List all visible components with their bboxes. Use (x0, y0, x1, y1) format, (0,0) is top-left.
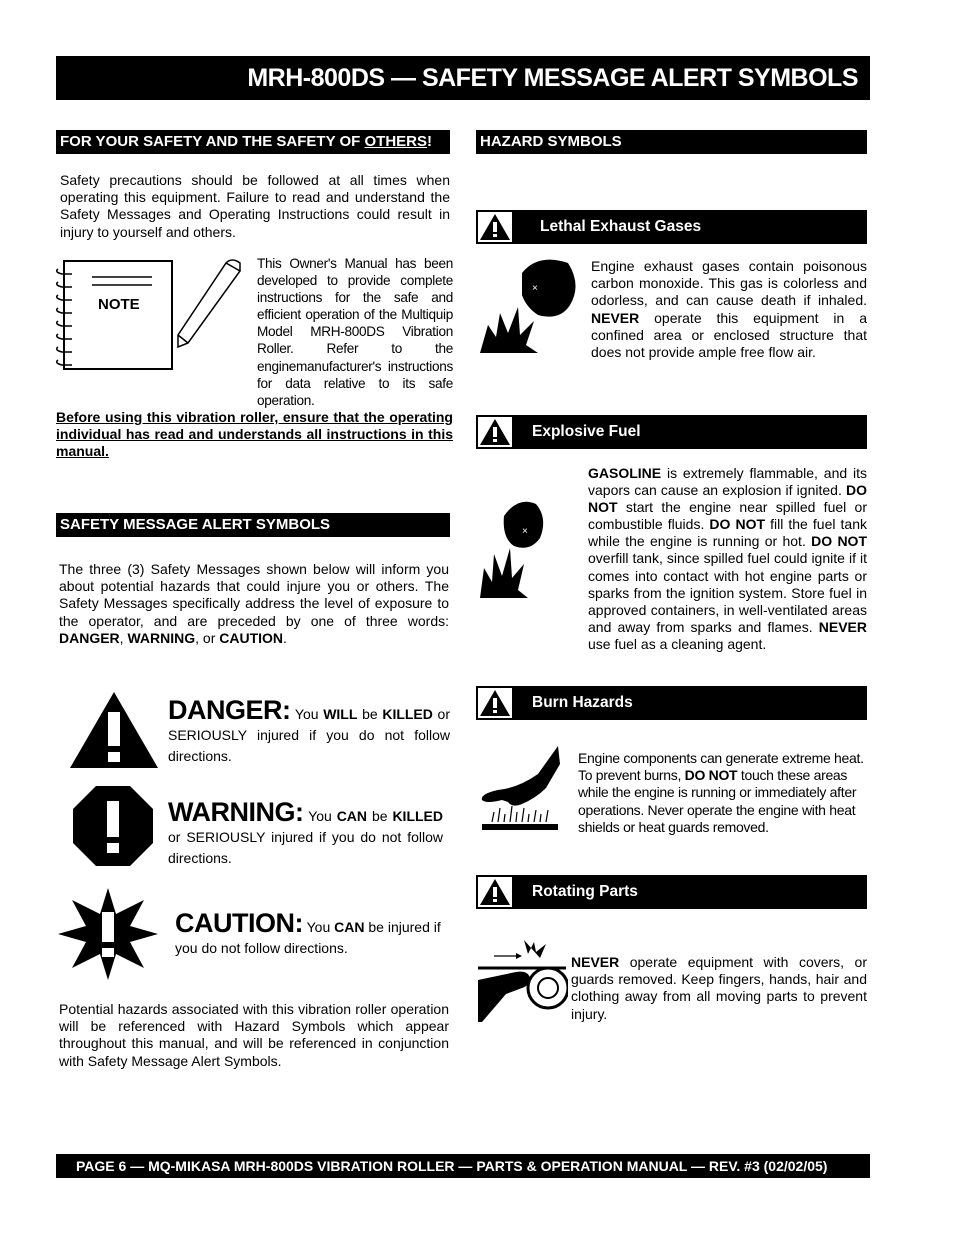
warning-triangle-icon (478, 688, 512, 718)
svg-text:×: × (522, 526, 528, 537)
hazard-bar-fuel: Explosive Fuel (476, 415, 867, 449)
warning-triangle-icon (68, 690, 160, 770)
alert-intro: The three (3) Safety Messages shown below will inform you about potential hazards that could injure you or others. The Safety Messages specifically address the level of exposure to the operator, and are preceded by one of three words: DANGER, WARNING, or CAUTION. (59, 561, 449, 646)
hazard-heading: HAZARD SYMBOLS (476, 130, 867, 154)
alert-heading: SAFETY MESSAGE ALERT SYMBOLS (56, 513, 450, 537)
before-using-note: Before using this vibration roller, ensure that the operating individual has read and understands all instructions in this manual. (56, 409, 453, 460)
potential-hazards-paragraph: Potential hazards associated with this vibration roller operation will be referenced with Hazard Symbols which appear throughout this manual, and will be referenced in conjunction with Safety Message Alert Symbols. (59, 1001, 449, 1069)
pencil-icon (178, 260, 240, 347)
starburst-exclamation-icon (58, 888, 158, 980)
rotating-parts-icon (476, 936, 568, 1028)
exhaust-gas-icon (478, 255, 580, 357)
page-footer: PAGE 6 — MQ-MIKASA MRH-800DS VIBRATION ROLLER — PARTS & OPERATION MANUAL — REV. #3 (02/02/05) (56, 1154, 870, 1178)
fuel-text: GASOLINE is extremely flammable, and its vapors can cause an explosion if ignited. DO NOT start the engine near spilled fuel or combustible fluids. DO NOT fill the fuel tank while the engine is running or hot. DO NOT overfill tank, since spilled fuel could ignite if it comes into contact with hot engine parts or sparks from the ignition system. Store fuel in approved containers, in well-ventilated areas and away from sparks and flames. NEVER use fuel as a cleaning agent. (588, 465, 867, 652)
warning-triangle-icon (478, 417, 512, 447)
note-label: NOTE (98, 296, 140, 313)
explosion-icon (478, 498, 546, 602)
warning-message: WARNING: You CAN be KILLED or SERIOUSLY injured if you do not follow directions. (168, 797, 443, 866)
safety-heading: FOR YOUR SAFETY AND THE SAFETY OF OTHERS! (56, 130, 450, 154)
hazard-bar-exhaust: Lethal Exhaust Gases (476, 210, 867, 244)
caution-message: CAUTION: You CAN be injured if you do not follow directions. (175, 908, 441, 956)
octagon-exclamation-icon (72, 785, 154, 867)
exhaust-text: Engine exhaust gases contain poisonous carbon monoxide. This gas is colorless and odorless, and can cause death if inhaled. NEVER operate this equipment in a confined area or enclosed structure that does not provide ample free flow air. (591, 258, 867, 361)
rotating-text: NEVER operate equipment with covers, or guards removed. Keep fingers, hands, hair and clothing away from all moving parts to prevent injury. (571, 954, 867, 1022)
notebook-icon (54, 255, 244, 375)
hot-surface-icon (478, 744, 564, 836)
danger-message: DANGER: You WILL be KILLED or SERIOUSLY injured if you do not follow directions. (168, 695, 451, 764)
hazard-bar-rotating: Rotating Parts (476, 875, 867, 909)
burn-text: Engine components can generate extreme heat. To prevent burns, DO NOT touch these areas while the engine is running or immediately after operations. Never operate the engine with heat shields or heat guards removed. (578, 750, 864, 835)
manual-note: This Owner's Manual has been developed to provide complete instructions for the safe and efficient operation of the Multiquip Model MRH-800DS Vibration Roller. Refer to the enginemanufacturer's instructions for data relative to its safe operation. (257, 256, 453, 408)
warning-triangle-icon (478, 877, 512, 907)
intro-paragraph: Safety precautions should be followed at all times when operating this equipment. Failure to read and understand the Safety Messages and Operating Instructions could result in injury to yourself and others. (60, 172, 450, 240)
page-title: MRH-800DS — SAFETY MESSAGE ALERT SYMBOLS (56, 56, 870, 100)
warning-triangle-icon (478, 212, 512, 242)
hazard-bar-burn: Burn Hazards (476, 686, 867, 720)
svg-text:×: × (532, 283, 538, 294)
